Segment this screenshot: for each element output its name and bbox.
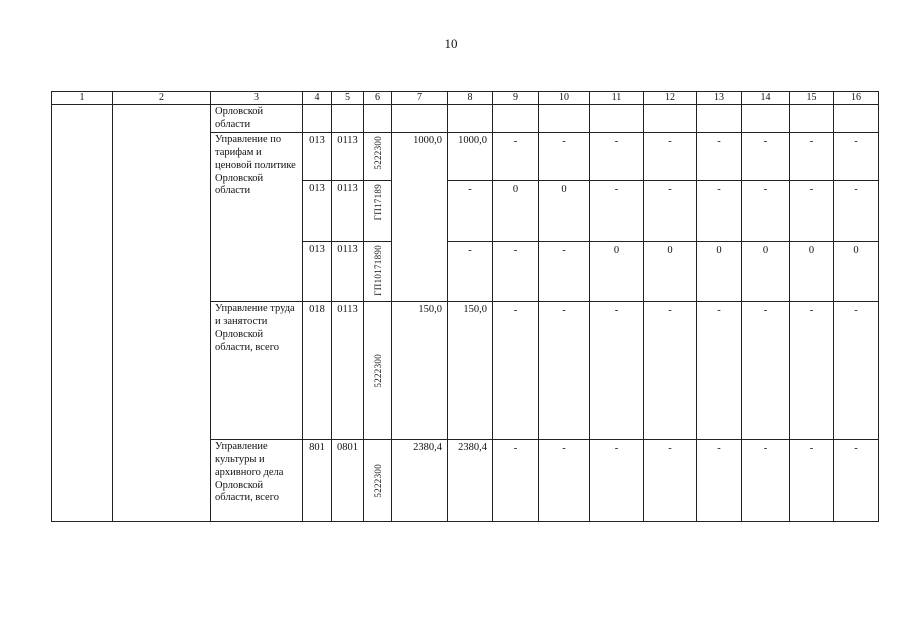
amount-col8: - bbox=[448, 181, 493, 242]
cell: - bbox=[493, 302, 539, 440]
cell: - bbox=[493, 440, 539, 522]
amount-col8: 150,0 bbox=[448, 302, 493, 440]
cell: 0 bbox=[790, 242, 834, 302]
cell: - bbox=[644, 181, 697, 242]
target-code bbox=[364, 181, 392, 242]
cell: - bbox=[539, 302, 590, 440]
cell: 0 bbox=[834, 242, 879, 302]
target-code-text: ГП10171890 bbox=[372, 245, 383, 297]
cell bbox=[392, 105, 448, 133]
cell bbox=[332, 105, 364, 133]
cell: - bbox=[493, 133, 539, 181]
col-header: 14 bbox=[742, 92, 790, 105]
col-header: 12 bbox=[644, 92, 697, 105]
cell: - bbox=[644, 302, 697, 440]
col-header: 1 bbox=[52, 92, 113, 105]
col-header: 2 bbox=[113, 92, 211, 105]
cell: - bbox=[697, 440, 742, 522]
col-header: 4 bbox=[303, 92, 332, 105]
col-header: 9 bbox=[493, 92, 539, 105]
cell: - bbox=[790, 181, 834, 242]
cell-col2 bbox=[113, 105, 211, 522]
budget-table bbox=[51, 91, 879, 522]
amount-col8: 2380,4 bbox=[448, 440, 493, 522]
cell: 0 bbox=[644, 242, 697, 302]
target-code-text: 5222300 bbox=[372, 136, 383, 171]
cell: - bbox=[790, 302, 834, 440]
cell: - bbox=[493, 242, 539, 302]
cell: - bbox=[644, 133, 697, 181]
cell: 0 bbox=[493, 181, 539, 242]
cell: - bbox=[539, 133, 590, 181]
col-header: 16 bbox=[834, 92, 879, 105]
amount-col8: 1000,0 bbox=[448, 133, 493, 181]
cell: - bbox=[590, 302, 644, 440]
amount-col7: 2380,4 bbox=[392, 440, 448, 522]
cell bbox=[364, 105, 392, 133]
ministry-code: 801 bbox=[303, 440, 332, 522]
ministry-code: 013 bbox=[303, 181, 332, 242]
table-row bbox=[52, 105, 879, 133]
target-code bbox=[364, 440, 392, 522]
col-header: 10 bbox=[539, 92, 590, 105]
col-header: 7 bbox=[392, 92, 448, 105]
target-code-text: 5222300 bbox=[372, 354, 383, 388]
target-code-text: ГП17189 bbox=[372, 184, 383, 221]
cell bbox=[448, 105, 493, 133]
column-number-row bbox=[52, 92, 879, 105]
cell bbox=[539, 105, 590, 133]
cell: - bbox=[742, 181, 790, 242]
cell: - bbox=[834, 440, 879, 522]
col-header: 11 bbox=[590, 92, 644, 105]
section-code: 0113 bbox=[332, 133, 364, 181]
cell: 0 bbox=[539, 181, 590, 242]
cell: - bbox=[834, 302, 879, 440]
cell: 0 bbox=[742, 242, 790, 302]
page-number: 10 bbox=[444, 36, 458, 51]
cell: - bbox=[697, 133, 742, 181]
cell: - bbox=[790, 440, 834, 522]
amount-col7: 150,0 bbox=[392, 302, 448, 440]
cell: - bbox=[834, 181, 879, 242]
cell bbox=[834, 105, 879, 133]
cell: 0 bbox=[590, 242, 644, 302]
cell: - bbox=[790, 133, 834, 181]
cell: 0 bbox=[697, 242, 742, 302]
target-code-text: 5222300 bbox=[372, 464, 383, 498]
cell: - bbox=[644, 440, 697, 522]
cell bbox=[697, 105, 742, 133]
amount-col7: 1000,0 bbox=[392, 133, 448, 302]
col-header: 6 bbox=[364, 92, 392, 105]
cell bbox=[742, 105, 790, 133]
cell bbox=[303, 105, 332, 133]
cell: - bbox=[590, 440, 644, 522]
cell: - bbox=[742, 440, 790, 522]
cell: - bbox=[697, 302, 742, 440]
org-name: Управление труда и занятости Орловской области, всего bbox=[211, 302, 303, 440]
cell bbox=[590, 105, 644, 133]
cell-col1 bbox=[52, 105, 113, 522]
col-header: 15 bbox=[790, 92, 834, 105]
cell: - bbox=[742, 133, 790, 181]
col-header: 5 bbox=[332, 92, 364, 105]
target-code bbox=[364, 242, 392, 302]
cell: - bbox=[539, 242, 590, 302]
cell: - bbox=[539, 440, 590, 522]
amount-col8: - bbox=[448, 242, 493, 302]
org-name: Управление по тарифам и ценовой политике Орловской области bbox=[211, 133, 303, 302]
ministry-code: 013 bbox=[303, 242, 332, 302]
cell bbox=[493, 105, 539, 133]
cell: - bbox=[834, 133, 879, 181]
section-code: 0113 bbox=[332, 302, 364, 440]
col-header: 3 bbox=[211, 92, 303, 105]
ministry-code: 018 bbox=[303, 302, 332, 440]
cell: - bbox=[590, 181, 644, 242]
col-header: 8 bbox=[448, 92, 493, 105]
target-code bbox=[364, 133, 392, 181]
org-name: Управление культуры и архивного дела Орловской области, всего bbox=[211, 440, 303, 522]
cell: - bbox=[697, 181, 742, 242]
section-code: 0113 bbox=[332, 242, 364, 302]
org-name: Орловской области bbox=[211, 105, 303, 133]
col-header: 13 bbox=[697, 92, 742, 105]
target-code bbox=[364, 302, 392, 440]
section-code: 0113 bbox=[332, 181, 364, 242]
cell bbox=[790, 105, 834, 133]
ministry-code: 013 bbox=[303, 133, 332, 181]
cell bbox=[644, 105, 697, 133]
cell: - bbox=[742, 302, 790, 440]
section-code: 0801 bbox=[332, 440, 364, 522]
cell: - bbox=[590, 133, 644, 181]
